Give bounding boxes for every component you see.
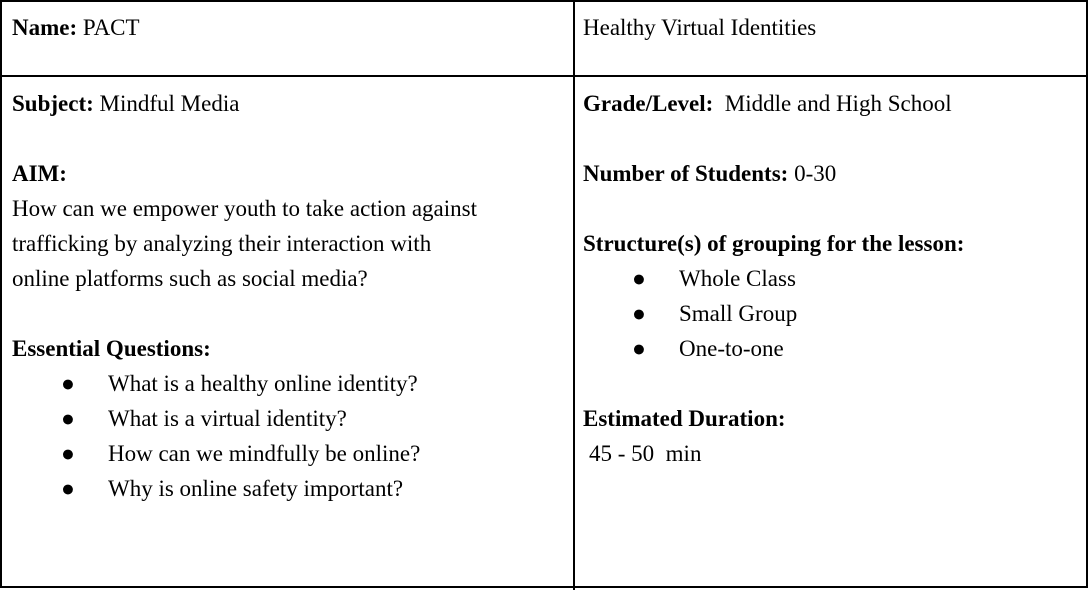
bullet-icon: ● xyxy=(61,476,75,501)
bullet-icon: ● xyxy=(632,336,646,361)
list-item xyxy=(583,331,1080,366)
subject-value: Mindful Media xyxy=(93,91,240,116)
question-text: What is a healthy online identity? xyxy=(108,371,418,396)
subject-aim-cell xyxy=(4,86,573,506)
bullet-icon: ● xyxy=(632,266,646,291)
subject-label: Subject: xyxy=(12,91,94,116)
grouping-text: Small Group xyxy=(679,301,798,326)
grouping-label: Structure(s) of grouping for the lesson: xyxy=(583,231,965,256)
list-item xyxy=(583,296,1080,331)
row-divider xyxy=(2,75,1088,77)
grade-label: Grade/Level: xyxy=(583,91,714,116)
question-text: How can we mindfully be online? xyxy=(108,441,421,466)
question-text: What is a virtual identity? xyxy=(108,406,347,431)
list-item xyxy=(12,366,565,401)
grouping-text: Whole Class xyxy=(679,266,796,291)
aim-line: How can we empower youth to take action against xyxy=(12,196,477,221)
list-item xyxy=(583,261,1080,296)
bullet-icon: ● xyxy=(632,301,646,326)
essential-questions-label: Essential Questions: xyxy=(12,336,211,361)
duration-value: 45 - 50 min xyxy=(589,441,702,466)
name-value: PACT xyxy=(77,15,140,40)
grouping-list xyxy=(583,261,1080,366)
bullet-icon: ● xyxy=(61,406,75,431)
name-cell xyxy=(4,10,573,45)
title-cell xyxy=(575,10,1088,45)
details-cell xyxy=(575,86,1088,471)
question-text: Why is online safety important? xyxy=(108,476,404,501)
lesson-title: Healthy Virtual Identities xyxy=(583,15,817,40)
bullet-icon: ● xyxy=(61,371,75,396)
aim-line: trafficking by analyzing their interaction with xyxy=(12,231,432,256)
bullet-icon: ● xyxy=(61,441,75,466)
students-label: Number of Students: xyxy=(583,161,789,186)
duration-label: Estimated Duration: xyxy=(583,406,786,431)
list-item xyxy=(12,471,565,506)
aim-line: online platforms such as social media? xyxy=(12,266,368,291)
students-value: 0-30 xyxy=(788,161,837,186)
list-item xyxy=(12,401,565,436)
list-item xyxy=(12,436,565,471)
name-label: Name: xyxy=(12,15,78,40)
essential-questions-list xyxy=(12,366,565,506)
aim-label: AIM: xyxy=(12,161,67,186)
grouping-text: One-to-one xyxy=(679,336,784,361)
grade-value: Middle and High School xyxy=(713,91,952,116)
